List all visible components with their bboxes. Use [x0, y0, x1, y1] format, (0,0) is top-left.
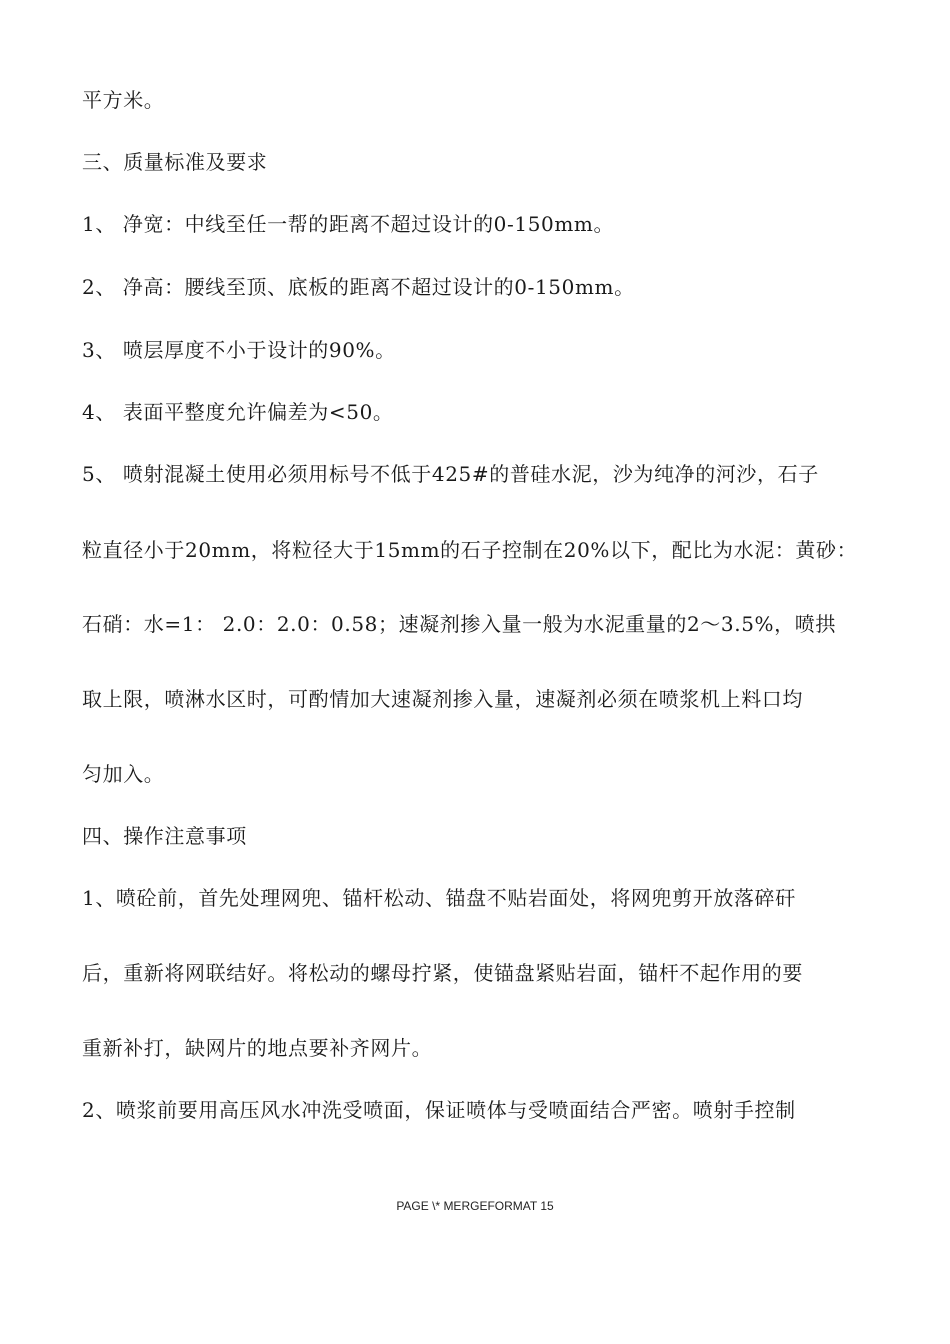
paragraph-line: 石硝：水=1： 2.0：2.0：0.58；速凝剂掺入量一般为水泥重量的2～3.5%，喷拱 — [82, 612, 836, 636]
list-item-net-width: 1、 净宽：中线至任一帮的距离不超过设计的0-150mm。 — [82, 212, 615, 236]
section-heading-operation: 四、操作注意事项 — [82, 824, 247, 848]
paragraph-line: 取上限，喷淋水区时，可酌情加大速凝剂掺入量，速凝剂必须在喷浆机上料口均 — [82, 687, 803, 711]
section-heading-quality: 三、质量标准及要求 — [82, 150, 268, 174]
list-item-layer-thickness: 3、 喷层厚度不小于设计的90%。 — [82, 338, 396, 362]
paragraph-line: 重新补打，缺网片的地点要补齐网片。 — [82, 1036, 433, 1060]
page-footer: PAGE \* MERGEFORMAT 15 — [396, 1199, 554, 1213]
text-line-continuation: 平方米。 — [82, 88, 165, 112]
list-item-before-spray: 1、喷砼前，首先处理网兜、锚杆松动、锚盘不贴岩面处，将网兜剪开放落碎矸 — [82, 886, 796, 910]
list-item-net-height: 2、 净高：腰线至顶、底板的距离不超过设计的0-150mm。 — [82, 275, 635, 299]
paragraph-line: 匀加入。 — [82, 762, 165, 786]
paragraph-line: 后，重新将网联结好。将松动的螺母拧紧，使锚盘紧贴岩面，锚杆不起作用的要 — [82, 961, 803, 985]
paragraph-line: 粒直径小于20mm，将粒径大于15mm的石子控制在20%以下，配比为水泥：黄砂： — [82, 538, 858, 562]
list-item-flush-surface: 2、喷浆前要用高压风水冲洗受喷面，保证喷体与受喷面结合严密。喷射手控制 — [82, 1098, 796, 1122]
list-item-concrete: 5、 喷射混凝土使用必须用标号不低于425#的普硅水泥，沙为纯净的河沙，石子 — [82, 462, 819, 486]
list-item-flatness: 4、 表面平整度允许偏差为<50。 — [82, 400, 394, 424]
